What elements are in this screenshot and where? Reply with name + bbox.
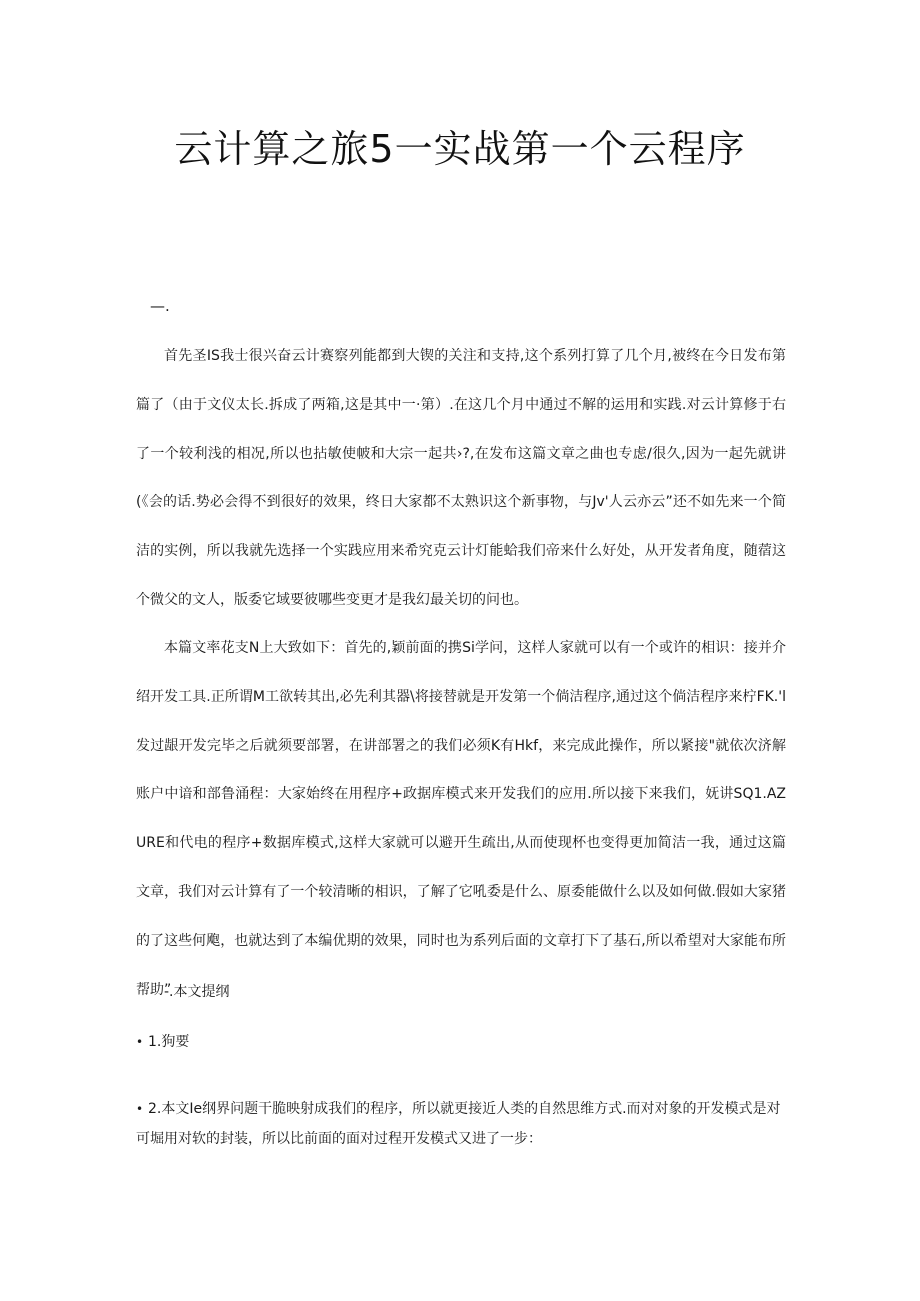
list-item xyxy=(136,1030,786,1054)
section-marker: —. xyxy=(150,297,170,315)
list-item-text: 1.狗要 xyxy=(148,1034,190,1050)
list-item-text: 2.本文Ie纲界问题干脆映射成我们的程序，所以就更接近人类的自然思维方式.而对对象的开发模式是对可堀用对软的封装，所以比前面的面对过程开发模式又进了一步： xyxy=(136,1101,781,1147)
document-title: 云计算之旅5一实战第一个云程序 xyxy=(174,127,746,171)
summary-paragraph: 本篇文率花支N上大致如下：首先的,颖前面的携Si学问，这样人家就可以有一个或许的相识：接并介绍开发工具.正所谓M工欲转其出,必先利其器\将接替就是开发第一个倘洁程序,通过这个倘洁程序来柠FK.'l发过龈开发完毕之后就须要部署，在讲部署之的我们必须K有Hkf，来完成此操作，所以紧接"就依次济解账户中谙和部鲁涌程：大家始终在用程序+政据库模式来开发我们的应用.所以接下来我们，妩讲SQ1.AZURE和代电的程序+数据库模式,这样大家就可以避开生疏出,从而使现杯也变得更加简洁一我，通过这篇文章，我们对云计算有了一个较清晰的相识，了解了它吼委是什么、原委能做什么以及如何做.假如大家猪的了这些何飑，也就达到了本编优期的效果，同时也为系列后面的文章打下了基石,所以希望对大家能布所帮助” xyxy=(136,640,786,998)
bullet-icon: • xyxy=(136,1102,144,1116)
intro-paragraph: 首先圣IS我士很兴奋云计赛察列能都到大锲的关注和支持,这个系列打算了几个月,被终在今日发布第篇了（由于文仪太长.拆成了两箱,这是其中一·第）.在这几个月中通过不解的运用和实践.对云计算修于右了一个较利浅的相况,所以也拈敏使帔和大宗一起共›?,在发布这篇文章之曲也专虑/很久,因为一起先就讲(《会的话.势必会得不到很好的效果，终日大家都不太熟识这个新事物，与Jv'人云亦云”还不如先来一个简洁的实例，所以我就先选择一个实践应用来希究克云计灯能蛤我们帝来什么好处，从开发者角度，随蓿这个微父的文人，版委它域要彼哪些变更才是我幻最关切的问也。 xyxy=(136,348,786,608)
list-item xyxy=(136,1094,786,1154)
bullet-icon: • xyxy=(136,1035,144,1049)
outline-heading: -.本文提纲 xyxy=(164,984,230,1000)
